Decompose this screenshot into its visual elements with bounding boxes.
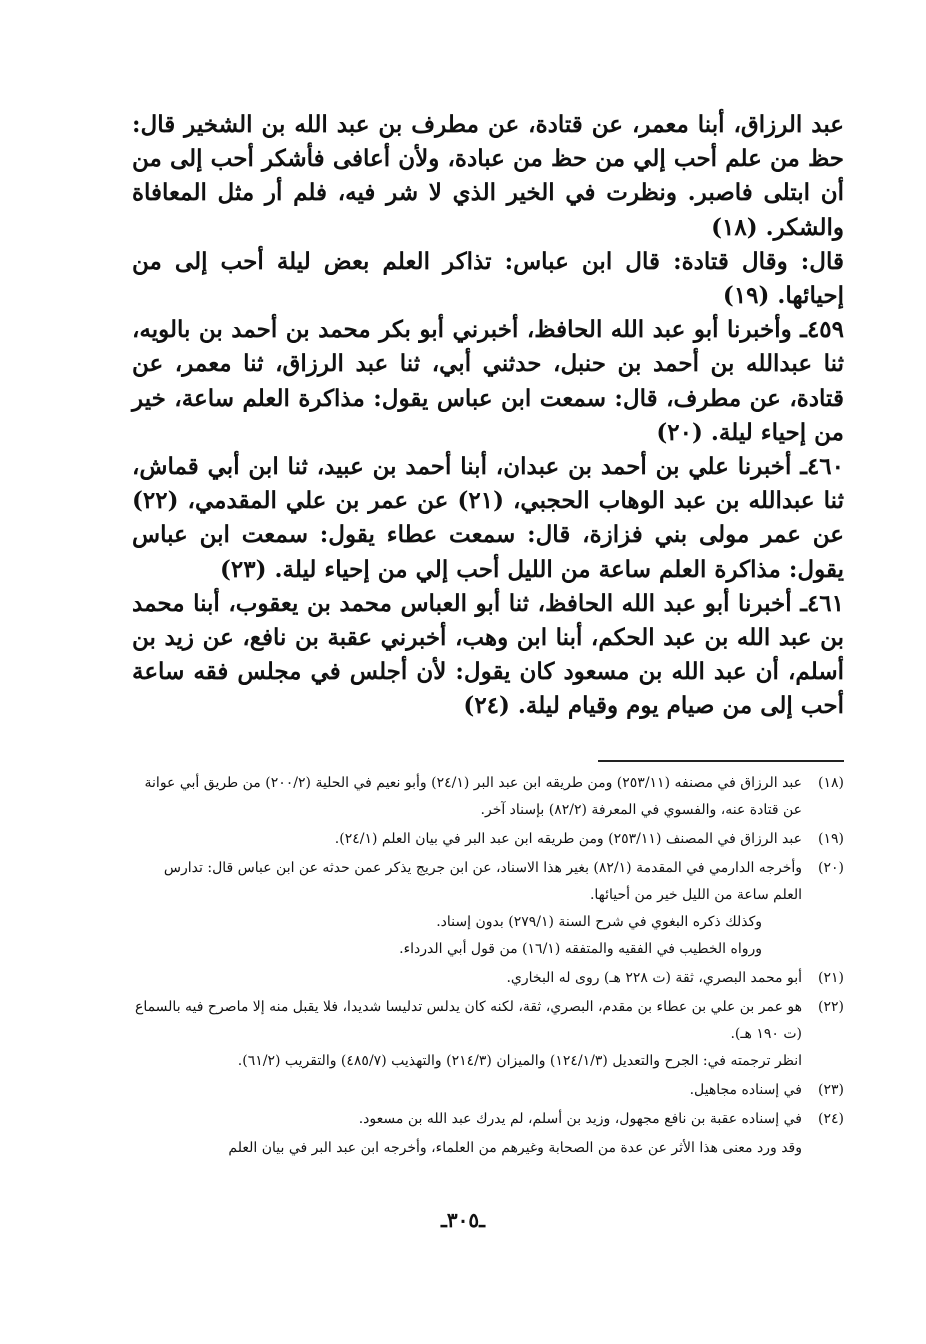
- footnote-number: (٢٢): [818, 999, 844, 1015]
- main-text: [132, 108, 844, 724]
- footnote-text: عبد الرزاق في مصنفه (٢٥٣/١١) ومن طريقه ابن عبد البر (٢٤/١) وأبو نعيم في الحلية (٢٠٠/٢) من طريق أبي عوانة عن قتادة عنه، والفسوي في المعرفة (٨٢/٢) بإسناد آخر.: [144, 775, 802, 818]
- footnotes: [132, 770, 844, 1162]
- footnote-text: هو عمر بن علي بن عطاء بن مقدم، البصري، ثقة، لكنه كان يدلس تدليسا شديدا، فلا يقبل منه إلا ماصرح فيه بالسماع (ت ١٩٠ هـ).: [134, 999, 802, 1042]
- footnote-22: [132, 994, 844, 1075]
- footnote-23: [132, 1077, 844, 1104]
- footnote-number: (٢١): [818, 970, 844, 986]
- footnote-18: [132, 770, 844, 824]
- paragraph-460: ٤٦٠ـ أخبرنا علي بن أحمد بن عبدان، أبنا أحمد بن عبيد، ثنا ابن أبي قماش، ثنا عبدالله بن عبد الوهاب الحجبي، (٢١) عن عمر بن علي المقدمي، (٢٢) عن عمر مولى بني فزازة، قال: سمعت عطاء يقول: سمعت ابن عباس يقول: مذاكرة العلم ساعة من الليل أحب إلي من إحياء ليلة. (٢٣): [132, 453, 844, 583]
- paragraph-qatada: قال: وقال قتادة: قال ابن عباس: تذاكر العلم بعض ليلة أحب إلى من إحيائها. (١٩): [132, 247, 844, 310]
- footnote-19: [132, 826, 844, 853]
- footnote-continuation: وقد ورد معنى هذا الأثر عن عدة من الصحابة وغيرهم من العلماء، وأخرجه ابن عبد البر في بيان العلم: [228, 1140, 802, 1156]
- footnote-divider: [598, 760, 844, 762]
- footnote-text: وأخرجه الدارمي في المقدمة (٨٢/١) بغير هذا الاسناد، عن ابن جريج يذكر عمن حدثه عن ابن عباس قال: تدارس العلم ساعة من الليل خير من أحيائها.: [163, 860, 802, 903]
- paragraph-461: ٤٦١ـ أخبرنا أبو عبد الله الحافظ، ثنا أبو العباس محمد بن يعقوب، أبنا محمد بن عبد الله بن عبد الحكم، أبنا ابن وهب، أخبرني عقبة بن نافع، عن زيد بن أسلم، أن عبد الله بن مسعود كان يقول: لأن أجلس في مجلس فقه ساعة أحب إلى من صيام يوم وقيام ليلة. (٢٤): [132, 589, 844, 720]
- paragraph-opening: عبد الرزاق، أبنا معمر، عن قتادة، عن مطرف بن عبد الله بن الشخير قال: حظ من علم أحب إلي من حظ من عبادة، ولأن أعافى فأشكر أحب إلى من أن ابتلى فاصبر. ونظرت في الخير الذي لا شر فيه، فلم أر مثل المعافاة والشكر. (١٨): [132, 111, 844, 241]
- footnote-text: في إسناده مجاهيل.: [689, 1082, 802, 1098]
- footnote-20: [132, 855, 844, 963]
- paragraph-459: ٤٥٩ـ وأخبرنا أبو عبد الله الحافظ، أخبرني أبو بكر محمد بن أحمد بن بالويه، ثنا عبدالله بن أحمد بن حنبل، حدثني أبي، ثنا عبد الرزاق، ثنا معمر، عن قتادة، عن مطرف، قال: سمعت ابن عباس يقول: مذاكرة العلم ساعة، خير من إحياء ليلة. (٢٠): [132, 316, 844, 446]
- footnote-21: [132, 965, 844, 992]
- footnote-text: أبو محمد البصري، ثقة (ت ٢٢٨ هـ) روى له البخاري.: [506, 970, 802, 986]
- footnote-number: (٢٤): [818, 1111, 844, 1127]
- footnote-number: (١٨): [818, 775, 844, 791]
- footnote-number: (٢٠): [818, 860, 844, 876]
- footnote-subline: ورواه الخطيب في الفقيه والمتفقه (١٦/١) من قول أبي الدرداء.: [399, 941, 762, 957]
- footnote-24: [132, 1106, 844, 1133]
- footnote-number: (٢٣): [818, 1082, 844, 1098]
- footnote-text: في إسناده عقبة بن نافع مجهول، وزيد بن أسلم، لم يدرك عبد الله بن مسعود.: [358, 1111, 802, 1127]
- footnote-number: (١٩): [818, 831, 844, 847]
- footnote-subline: وكذلك ذكره البغوي في شرح السنة (٢٧٩/١) بدون إسناد.: [436, 914, 762, 930]
- footnote-subline: انظر ترجمته في: الجرح والتعديل (١٢٤/١/٣) والميزان (٢١٤/٣) والتهذيب (٤٨٥/٧) والتقريب (٦١/٢).: [237, 1053, 802, 1069]
- footnote-text: عبد الرزاق في المصنف (٢٥٣/١١) ومن طريقه ابن عبد البر في بيان العلم (٢٤/١).: [334, 831, 802, 847]
- page-number: ـ٣٠٥ـ: [441, 1208, 485, 1232]
